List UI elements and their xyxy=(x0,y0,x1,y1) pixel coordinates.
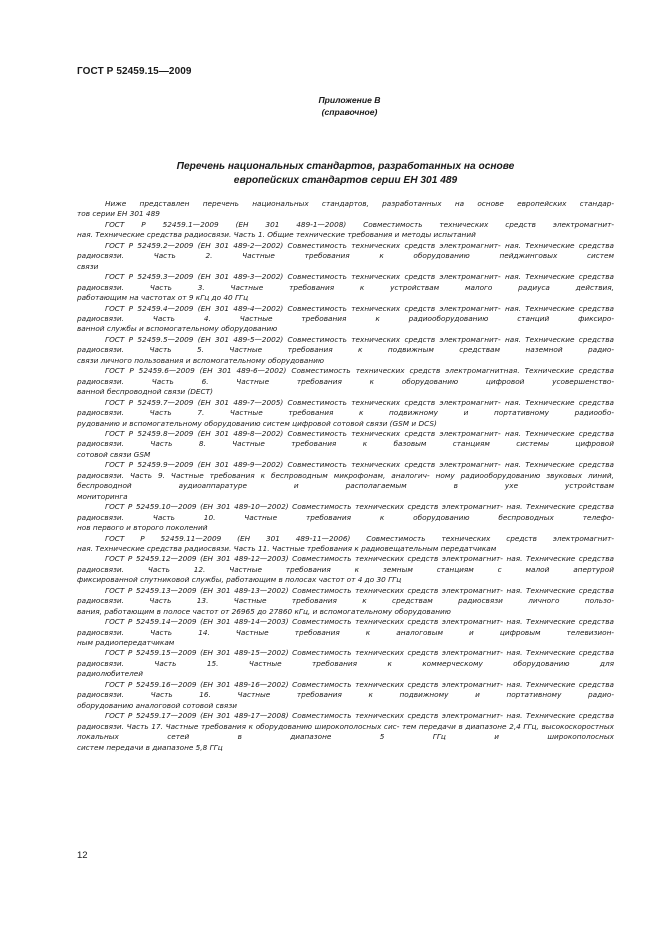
standard-entry xyxy=(77,502,614,533)
standard-entry xyxy=(77,534,614,555)
standard-entry xyxy=(77,304,614,335)
standard-entry xyxy=(77,429,614,460)
paragraph-justified-text: ГОСТ Р 52459.12—2009 (ЕН 301 489-12—2003) Совместимость технических средств электромагнит- ная. Технические средства радиосвязи. Часть 12. Частные требования к земным станциям с малой апертурой xyxy=(77,554,614,574)
paragraph-justified-text: ГОСТ Р 52459.17—2009 (ЕН 301 489-17—2008) Совместимость технических средств электромагнит- ная. Технические средства радиосвязи. Часть 17. Частные требования к оборудованию широкополосных сис- тем передачи в диапазоне 2,4 ГГц, высокоскоростных локальных сетей в диапазоне 5 ГГц и широкополосных xyxy=(77,711,614,742)
standards-list xyxy=(77,199,614,753)
paragraph-justified-text: ГОСТ Р 52459.4—2009 (ЕН 301 489-4—2002) Совместимость технических средств электромагнит- ная. Технические средства радиосвязи. Часть 4. Частные требования к радиооборудованию станций фиксиро- xyxy=(77,303,614,323)
paragraph-justified-text: ГОСТ Р 52459.3—2009 (ЕН 301 489-3—2002) Совместимость технических средств электромагнит- ная. Технические средства радиосвязи. Часть 3. Частные требования к устройствам малого радиуса действия, xyxy=(77,272,614,292)
paragraph-justified-text: ГОСТ Р 52459.7—2009 (ЕН 301 489-7—2005) Совместимость технических средств электромагнит- ная. Технические средства радиосвязи. Часть 7. Частные требования к подвижному и портативному радиообо- xyxy=(77,397,614,418)
paragraph-last-line: рудованию и вспомогательному оборудованию систем цифровой сотовой связи (GSM и DCS) xyxy=(77,418,437,428)
paragraph-justified-text: ГОСТ Р 52459.5—2009 (ЕН 301 489-5—2002) Совместимость технических средств электромагнит- ная. Технические средства радиосвязи. Часть 5. Частные требования к подвижным средствам наземной радио- xyxy=(77,334,614,355)
standard-entry xyxy=(77,617,614,648)
paragraph-last-line: ная. Технические средства радиосвязи. Часть 11. Частные требования к радиовещательным передатчикам xyxy=(77,543,497,553)
standard-entry xyxy=(77,220,614,241)
paragraph-last-line: сотовой связи GSM xyxy=(77,449,151,459)
paragraph-last-line: ванной службы и вспомогательному оборудованию xyxy=(77,324,278,334)
paragraph-last-line: оборудованию аналоговой сотовой связи xyxy=(77,700,237,710)
paragraph-justified-text: ГОСТ Р 52459.2—2009 (ЕН 301 489-2—2002) Совместимость технических средств электромагнит- ная. Технические средства радиосвязи. Часть 2. Частные требования к оборудованию пейджинговых систем xyxy=(77,240,614,261)
page-title xyxy=(0,160,661,188)
standard-entry xyxy=(77,398,614,429)
paragraph-justified-text: ГОСТ Р 52459.13—2009 (ЕН 301 489-13—2002) Совместимость технических средств электромагнит- ная. Технические средства радиосвязи. Часть 13. Частные требования к средствам радиосвязи личного пользо- xyxy=(77,585,614,606)
title-line-2: европейских стандартов серии ЕН 301 489 xyxy=(233,175,458,186)
paragraph-justified-text: ГОСТ Р 52459.16—2009 (ЕН 301 489-16—2002) Совместимость технических средств электромагнит- ная. Технические средства радиосвязи. Часть 16. Частные требования к подвижному и портативному радио- xyxy=(77,679,614,700)
paragraph-justified-text: ГОСТ Р 52459.10—2009 (ЕН 301 489-10—2002) Совместимость технических средств электромагнит- ная. Технические средства радиосвязи. Часть 10. Частные требования к оборудованию беспроводных телефо- xyxy=(77,502,614,522)
title-line-1: Перечень национальных стандартов, разработанных на основе xyxy=(176,161,515,172)
appendix-heading xyxy=(0,94,661,118)
standard-entry xyxy=(77,648,614,679)
intro-paragraph xyxy=(77,199,614,220)
paragraph-last-line: ванной беспроводной связи (DECT) xyxy=(77,387,213,397)
paragraph-last-line: связи личного пользования и вспомогательному оборудованию xyxy=(77,355,325,365)
paragraph-last-line: тов серии ЕН 301 489 xyxy=(77,209,160,219)
paragraph-justified-text: ГОСТ Р 52459.1—2009 (ЕН 301 489-1—2008) Совместимость технических средств электромагнит- xyxy=(105,219,614,229)
document-header: ГОСТ Р 52459.15—2009 xyxy=(77,66,192,77)
paragraph-last-line: ным радиопередатчикам xyxy=(77,638,175,648)
page-number: 12 xyxy=(77,850,88,861)
paragraph-last-line: связи xyxy=(77,261,99,271)
appendix-label: Приложение В xyxy=(318,95,381,105)
paragraph-last-line: вания, работающим в полосе частот от 26965 до 27860 кГц, и вспомогательному оборудованию xyxy=(77,606,451,616)
standard-entry xyxy=(77,335,614,366)
paragraph-justified-text: ГОСТ Р 52459.8—2009 (ЕН 301 489-8—2002) Совместимость технических средств электромагнит- ная. Технические средства радиосвязи. Часть 8. Частные требования к базовым станциям системы цифровой xyxy=(77,428,614,449)
paragraph-justified-text: ГОСТ Р 52459.6—2009 (ЕН 301 489-6—2002) Совместимость технических средств электромагнитная. Технические средства радиосвязи. Часть 6. Частные требования к оборудованию цифровой усовершенство- xyxy=(77,366,614,386)
paragraph-justified-text: ГОСТ Р 52459.9—2009 (ЕН 301 489-9—2002) Совместимость технических средств электромагнит- ная. Технические средства радиосвязи. Часть 9. Частные требования к беспроводным микрофонам, аналогич- ному радиооборудованию звуковых линий, беспроводной аудиоаппаратуре и располагаемым в ухе устройствам xyxy=(77,460,614,491)
standard-entry xyxy=(77,680,614,711)
standard-entry xyxy=(77,366,614,397)
paragraph-last-line: мониторинга xyxy=(77,491,128,501)
paragraph-last-line: систем передачи в диапазоне 5,8 ГГц xyxy=(77,742,223,752)
standard-entry xyxy=(77,272,614,303)
paragraph-justified-text: Ниже представлен перечень национальных стандартов, разработанных на основе европейских стандар- xyxy=(105,199,614,208)
standard-entry xyxy=(77,460,614,502)
standard-entry xyxy=(77,711,614,753)
paragraph-justified-text: ГОСТ Р 52459.14—2009 (ЕН 301 489-14—2003) Совместимость технических средств электромагнит- ная. Технические средства радиосвязи. Часть 14. Частные требования к аналоговым и цифровым телевизион- xyxy=(77,617,614,637)
paragraph-last-line: ная. Технические средства радиосвязи. Часть 1. Общие технические требования и методы испытаний xyxy=(77,230,476,240)
paragraph-justified-text: ГОСТ Р 52459.11—2009 (ЕН 301 489-11—2006) Совместимость технических средств электромагнит- xyxy=(105,533,614,543)
paragraph-last-line: нов первого и второго поколений xyxy=(77,523,208,533)
standard-entry xyxy=(77,554,614,585)
appendix-type: (справочное) xyxy=(321,107,378,117)
standard-entry xyxy=(77,241,614,272)
paragraph-justified-text: ГОСТ Р 52459.15—2009 (ЕН 301 489-15—2002) Совместимость технических средств электромагнит- ная. Технические средства радиосвязи. Часть 15. Частные требования к коммерческому оборудованию для xyxy=(77,648,614,668)
paragraph-last-line: фиксированной спутниковой службы, работающим в полосах частот от 4 до 30 ГГц xyxy=(77,575,402,585)
paragraph-last-line: радиолюбителей xyxy=(77,669,144,679)
paragraph-last-line: работающим на частотах от 9 кГц до 40 ГГц xyxy=(77,293,249,303)
standard-entry xyxy=(77,586,614,617)
